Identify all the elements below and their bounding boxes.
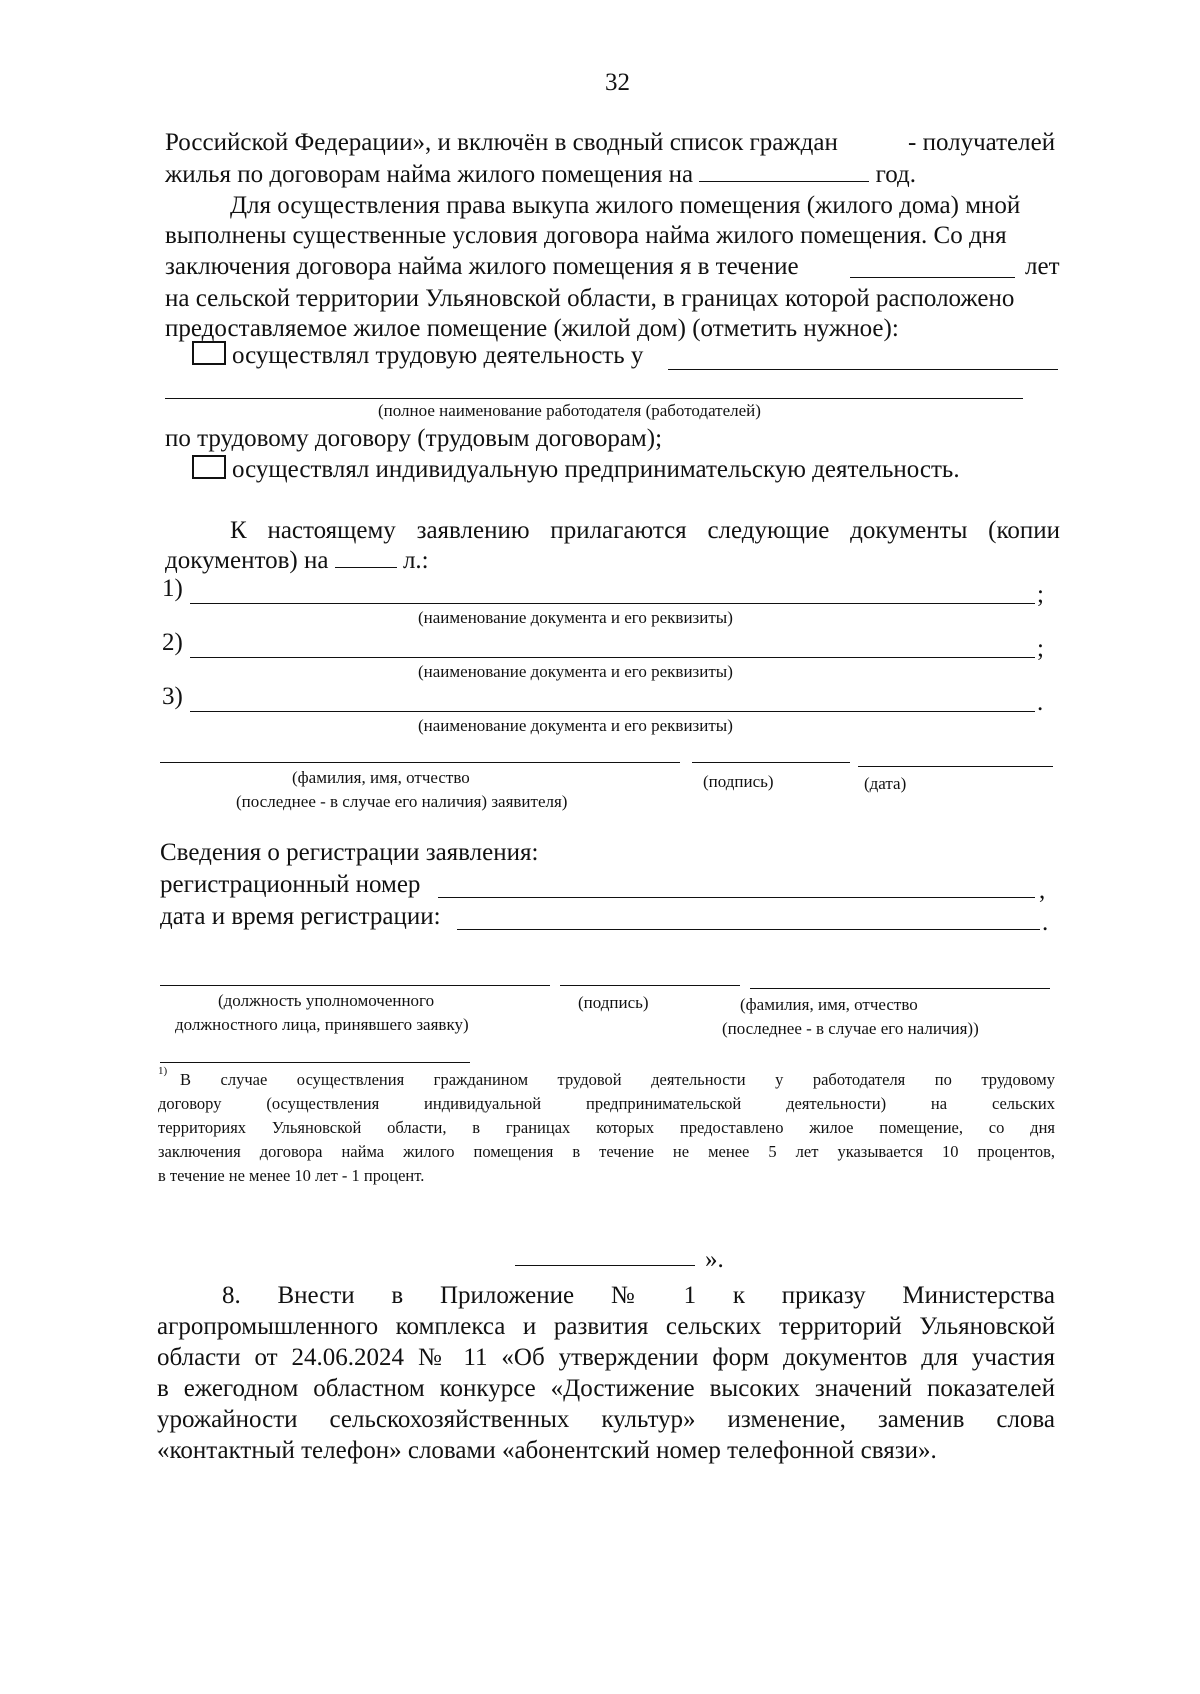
footnote-separator — [160, 1062, 470, 1063]
registration-heading: Сведения о регистрации заявления: — [160, 839, 539, 866]
intro-line-2 — [165, 159, 916, 190]
item8-line-6: «контактный телефон» словами «абонентский номер телефонной связи». — [157, 1437, 937, 1464]
year-blank[interactable] — [699, 159, 869, 182]
closing-blank-line — [515, 1265, 695, 1266]
intro-year-word: год. — [875, 161, 916, 188]
attachment-3-caption: (наименование документа и его реквизиты) — [418, 716, 733, 735]
attachment-1-caption: (наименование документа и его реквизиты) — [418, 608, 733, 627]
applicant-signature-line[interactable] — [692, 762, 850, 763]
official-position-caption-1: (должность уполномоченного — [218, 991, 435, 1010]
footnote-line-1: В случае осуществления гражданином трудовой деятельности у работодателя по трудовому — [180, 1070, 1055, 1089]
registration-number-label: регистрационный номер — [160, 871, 421, 898]
attachment-2-end: ; — [1037, 635, 1044, 662]
registration-datetime-end: . — [1042, 909, 1049, 936]
option-labor — [192, 341, 643, 371]
official-signature-caption: (подпись) — [578, 993, 649, 1012]
attachment-2-caption: (наименование документа и его реквизиты) — [418, 662, 733, 681]
attachment-1-number: 1) — [162, 575, 183, 602]
buyout-line-3-years: лет — [1025, 253, 1060, 280]
footnote-line-5: в течение не менее 10 лет - 1 процент. — [158, 1166, 425, 1185]
intro-line-1-left: Российской Федерации», и включён в сводный список граждан — [165, 129, 838, 156]
buyout-line-1: Для осуществления права выкупа жилого помещения (жилого дома) мной — [230, 192, 1021, 219]
attachments-pages-suffix: л.: — [402, 547, 429, 574]
attachment-1-end: ; — [1037, 581, 1044, 608]
footnote-line-4: заключения договора найма жилого помещения в течение не менее 5 лет указывается 10 процентов, — [158, 1142, 1055, 1161]
applicant-date-line[interactable] — [858, 766, 1053, 767]
employer-blank-2[interactable] — [165, 398, 1023, 399]
buyout-line-5: предоставляемое жилое помещение (жилой дом) (отметить нужное): — [165, 315, 899, 342]
intro-line-1-right: - получателей — [908, 129, 1056, 156]
employer-blank-1[interactable] — [668, 369, 1058, 370]
applicant-fio-line[interactable] — [160, 762, 680, 763]
footnote-line-2: договору (осуществления индивидуальной предпринимательской деятельности) на сельских — [158, 1094, 1055, 1113]
item8-line-4: в ежегодном областном конкурсе «Достижение высоких значений показателей — [157, 1375, 1055, 1402]
option-entrepreneur — [192, 455, 960, 485]
registration-datetime-blank[interactable] — [457, 929, 1040, 930]
labor-contract-line: по трудовому договору (трудовым договорам); — [165, 425, 663, 452]
pages-blank[interactable] — [335, 545, 397, 568]
option-labor-label: осуществлял трудовую деятельность у — [232, 342, 644, 369]
item8-line-3: области от 24.06.2024 № 11 «Об утверждении форм документов для участия — [157, 1344, 1055, 1371]
applicant-signature-caption: (подпись) — [703, 772, 774, 791]
attachments-pages-text: документов) на — [165, 547, 329, 574]
attachments-intro: К настоящему заявлению прилагаются следующие документы (копии — [230, 517, 1060, 544]
official-signature-line[interactable] — [560, 985, 740, 986]
buyout-line-2: выполнены существенные условия договора найма жилого помещения. Со дня — [165, 222, 1007, 249]
attachments-pages-line — [165, 545, 429, 576]
official-position-line[interactable] — [160, 985, 550, 986]
closing-quote: ». — [705, 1246, 724, 1273]
footnote-mark: 1) — [158, 1065, 168, 1077]
years-blank[interactable] — [850, 277, 1015, 278]
buyout-line-3-text: заключения договора найма жилого помещения я в течение — [165, 253, 799, 280]
attachment-3-end: . — [1037, 689, 1044, 716]
registration-datetime-label: дата и время регистрации: — [160, 903, 441, 930]
labor-checkbox[interactable] — [192, 341, 226, 365]
registration-number-end: , — [1039, 877, 1046, 904]
entrepreneur-checkbox[interactable] — [192, 455, 226, 479]
applicant-fio-caption-1: (фамилия, имя, отчество — [292, 768, 470, 787]
item8-line-5: урожайности сельскохозяйственных культур» изменение, заменив слова — [157, 1406, 1055, 1433]
registration-number-blank[interactable] — [438, 897, 1035, 898]
item8-line-1: 8. Внести в Приложение № 1 к приказу Министерства — [222, 1282, 1055, 1309]
attachment-1-blank[interactable] — [190, 603, 1035, 604]
attachment-2-blank[interactable] — [190, 657, 1035, 658]
attachment-3-number: 3) — [162, 683, 183, 710]
footnote-line-3: территориях Ульяновской области, в границах которых предоставлено жилое помещение, со дня — [158, 1118, 1055, 1137]
applicant-fio-caption-2: (последнее - в случае его наличия) заявителя) — [236, 792, 568, 811]
item8-line-2: агропромышленного комплекса и развития сельских территорий Ульяновской — [157, 1313, 1055, 1340]
page-number: 32 — [605, 69, 630, 96]
attachment-2-number: 2) — [162, 629, 183, 656]
official-fio-caption-1: (фамилия, имя, отчество — [740, 995, 918, 1014]
buyout-line-4: на сельской территории Ульяновской области, в границах которой расположено — [165, 285, 1015, 312]
official-position-caption-2: должностного лица, принявшего заявку) — [175, 1015, 469, 1034]
official-fio-line[interactable] — [750, 988, 1050, 989]
applicant-date-caption: (дата) — [864, 774, 907, 793]
employer-caption: (полное наименование работодателя (работодателей) — [378, 401, 761, 420]
official-fio-caption-2: (последнее - в случае его наличия)) — [722, 1019, 979, 1038]
option-entrepreneur-label: осуществлял индивидуальную предпринимательскую деятельность. — [232, 456, 960, 483]
intro-line-2-text: жилья по договорам найма жилого помещения на — [165, 161, 694, 188]
attachment-3-blank[interactable] — [190, 711, 1035, 712]
